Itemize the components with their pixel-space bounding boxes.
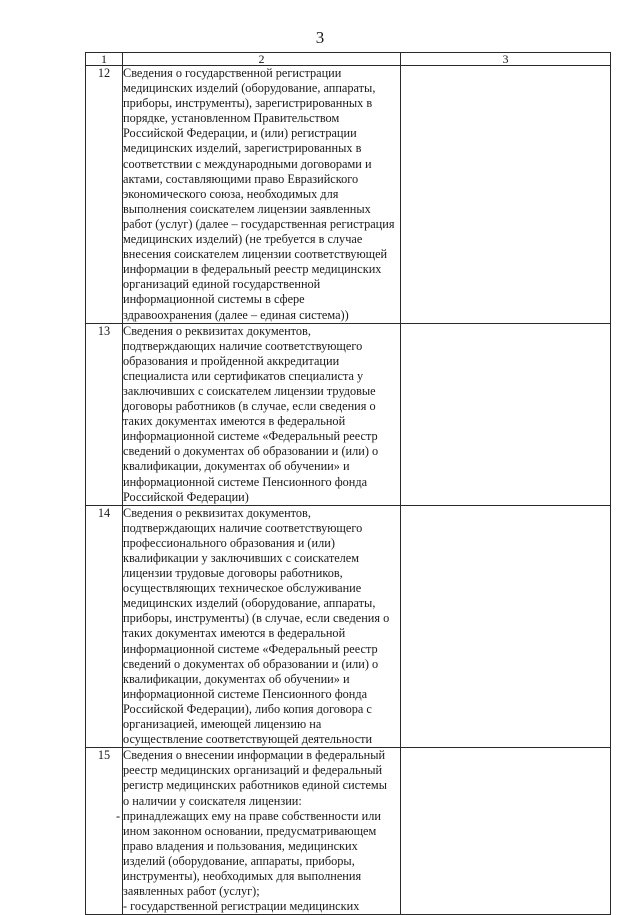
row-number: 15 — [86, 748, 123, 915]
text-line: Российской Федерации) — [123, 489, 249, 504]
text-line: таких документах имеются в федеральной — [123, 626, 346, 641]
text-line: заявленных работ (услуг); — [123, 884, 260, 899]
row-col3-empty — [401, 323, 611, 505]
text-line: соответствии с международными договорами и — [123, 156, 372, 171]
row-col3-empty — [401, 66, 611, 324]
table-row — [86, 323, 611, 505]
row-col3-empty — [401, 505, 611, 748]
text-line: квалификации, документах об обучении» и — [123, 459, 350, 474]
text-line: изделий (оборудование, аппараты, приборы, — [123, 853, 355, 868]
text-line: медицинских изделий, зарегистрированных в — [123, 141, 362, 156]
row-number: 14 — [86, 505, 123, 748]
text-line: регистр медицинских работников единой системы — [123, 778, 387, 793]
text-line: о наличии у соискателя лицензии: — [123, 793, 302, 808]
text-line: Сведения о внесении информации в федеральный — [123, 748, 386, 763]
text-line: медицинских изделий (оборудование, аппараты, — [123, 596, 376, 611]
table-header-row — [86, 53, 611, 66]
text-line: заключивших с соискателем лицензии трудовые — [123, 383, 376, 398]
text-line: специалиста или сертификатов специалиста у — [123, 368, 364, 383]
text-line: таких документах имеются в федеральной — [123, 414, 346, 429]
text-line: Российской Федерации), либо копия договора с — [123, 701, 372, 716]
text-line: инструменты), необходимых для выполнения — [123, 868, 362, 883]
text-line: здравоохранения (далее – единая система)) — [123, 307, 349, 322]
text-line: информационной системе «Федеральный реестр — [123, 429, 378, 444]
text-line: Сведения о реквизитах документов, — [123, 323, 311, 338]
list-item-line: - государственной регистрации медицинских — [123, 899, 360, 914]
text-line: экономического союза, необходимых для — [123, 186, 339, 201]
text-line: реестр медицинских организаций и федеральный — [123, 763, 383, 778]
requirements-table — [85, 52, 611, 915]
text-line: договоры работников (в случае, если сведения о — [123, 399, 376, 414]
table-row — [86, 505, 611, 748]
text-line: Сведения о государственной регистрации — [123, 66, 342, 80]
list-item-line: - принадлежащих ему на праве собственности или — [116, 808, 381, 823]
text-line: подтверждающих наличие соответствующего — [123, 338, 363, 353]
text-line: приборы, инструменты), зарегистрированных в — [123, 96, 373, 111]
table-row — [86, 66, 611, 324]
text-line: приборы, инструменты) (в случае, если сведения о — [123, 611, 390, 626]
header-col-3: 3 — [401, 53, 611, 66]
text-line: квалификации, документах об обучении» и — [123, 671, 350, 686]
text-line: лицензии трудовые договоры работников, — [123, 566, 343, 581]
text-line: работ (услуг) (далее – государственная регистрация — [123, 216, 395, 231]
text-line: внесения соискателем лицензии соответствующей — [123, 247, 388, 262]
text-line: медицинских изделий (оборудование, аппараты, — [123, 81, 376, 96]
text-line: информационной системе Пенсионного фонда — [123, 474, 368, 489]
row-col3-empty — [401, 748, 611, 915]
text-line: организаций единой государственной — [123, 277, 321, 292]
row-description — [123, 323, 401, 505]
row-description — [116, 748, 401, 915]
text-line: Российской Федерации, и (или) регистрации — [123, 126, 357, 141]
text-line: Сведения о реквизитах документов, — [123, 505, 311, 520]
row-number: 13 — [86, 323, 123, 505]
text-line: осуществляющих техническое обслуживание — [123, 581, 362, 596]
header-col-2: 2 — [123, 53, 401, 66]
text-line: информационной системе Пенсионного фонда — [123, 686, 368, 701]
text-line: актами, составляющими право Евразийского — [123, 171, 359, 186]
table-row — [86, 748, 611, 915]
row-number: 12 — [86, 66, 123, 324]
text-line: медицинских изделий) (не требуется в случае — [123, 232, 363, 247]
text-line: ином законном основании, предусматривающем — [123, 823, 377, 838]
row-description — [123, 505, 401, 748]
header-col-1: 1 — [86, 53, 123, 66]
text-line: организацией, имеющей лицензию на — [123, 717, 322, 732]
text-line: право владения и пользования, медицинских — [123, 838, 358, 853]
text-line: информационной системы в сфере — [123, 292, 305, 307]
page-number: 3 — [315, 28, 325, 47]
text-line: образования и пройденной аккредитации — [123, 353, 340, 368]
text-line: информации в федеральный реестр медицинских — [123, 262, 382, 277]
text-line: квалификации у заключивших с соискателем — [123, 551, 360, 565]
text-line: порядке, установленном Правительством — [123, 111, 340, 126]
row-description — [123, 66, 401, 324]
text-line: профессионального образования и (или) — [123, 535, 335, 550]
text-line: выполнения соискателем лицензии заявленных — [123, 201, 371, 216]
text-line: осуществление соответствующей деятельности — [123, 732, 373, 747]
text-line: сведений о документах об образовании и (или) о — [123, 444, 379, 459]
text-line: сведений о документах об образовании и (или) о — [123, 656, 379, 671]
text-line: информационной системе «Федеральный реестр — [123, 641, 378, 656]
text-line: подтверждающих наличие соответствующего — [123, 520, 363, 535]
